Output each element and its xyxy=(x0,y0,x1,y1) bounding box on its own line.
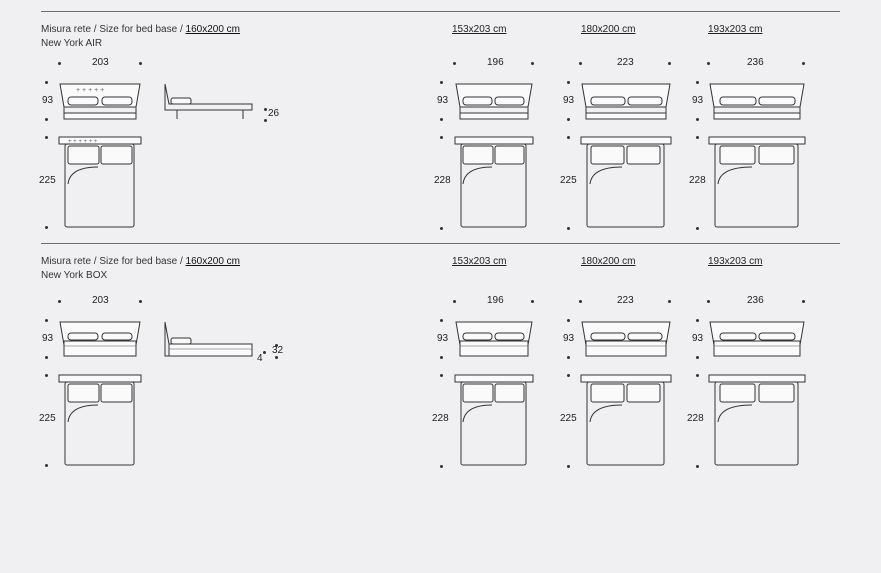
dim-marker xyxy=(45,374,48,377)
dim-marker xyxy=(453,300,456,303)
length-dimension: 225 xyxy=(39,413,56,424)
dim-marker xyxy=(696,465,699,468)
variant-size-label: 193x203 cm xyxy=(708,24,763,35)
section-divider xyxy=(41,243,840,244)
variant-size-label: 180x200 cm xyxy=(581,256,636,267)
bed-front-view xyxy=(58,318,142,360)
side-height-dimension: 32 xyxy=(272,345,284,356)
bed-top-view xyxy=(58,137,142,229)
length-dimension: 228 xyxy=(689,175,706,186)
width-dimension: 203 xyxy=(92,295,109,306)
dim-marker xyxy=(139,300,142,303)
dim-marker xyxy=(440,118,443,121)
dim-marker xyxy=(696,227,699,230)
dim-marker xyxy=(45,118,48,121)
dim-marker xyxy=(531,300,534,303)
dim-marker xyxy=(45,319,48,322)
height-dimension: 93 xyxy=(692,333,704,344)
dim-marker xyxy=(45,356,48,359)
dim-marker xyxy=(440,465,443,468)
side-small-dimension: 4 xyxy=(257,353,263,364)
width-dimension: 223 xyxy=(617,57,634,68)
bed-front-view xyxy=(708,318,806,360)
dim-marker xyxy=(567,118,570,121)
dim-marker xyxy=(139,62,142,65)
dim-marker xyxy=(264,119,267,122)
bed-side-view xyxy=(163,82,255,122)
dim-marker xyxy=(567,227,570,230)
bed-top-view xyxy=(58,375,142,467)
dim-marker xyxy=(696,136,699,139)
side-height-dimension: 26 xyxy=(268,108,280,119)
variant-size-label: 153x203 cm xyxy=(452,24,507,35)
variant-size-label: 193x203 cm xyxy=(708,256,763,267)
dim-marker xyxy=(707,300,710,303)
caption-text: Misura rete / Size for bed base / xyxy=(41,256,183,267)
dim-marker xyxy=(696,356,699,359)
bed-front-view xyxy=(454,318,534,360)
bed-top-view xyxy=(708,137,806,229)
width-dimension: 196 xyxy=(487,57,504,68)
dim-marker xyxy=(567,465,570,468)
caption-size: 160x200 cm xyxy=(185,256,240,267)
bed-top-view xyxy=(708,375,806,467)
dim-marker xyxy=(567,136,570,139)
dim-marker xyxy=(440,374,443,377)
length-dimension: 228 xyxy=(432,413,449,424)
dim-marker xyxy=(696,81,699,84)
dim-marker xyxy=(579,300,582,303)
dim-marker xyxy=(45,81,48,84)
height-dimension: 93 xyxy=(437,95,449,106)
model-name: New York AIR xyxy=(41,38,103,49)
dim-marker xyxy=(802,62,805,65)
dim-marker xyxy=(567,81,570,84)
dim-marker xyxy=(45,136,48,139)
bed-front-view xyxy=(454,80,534,122)
dim-marker xyxy=(579,62,582,65)
length-dimension: 225 xyxy=(39,175,56,186)
length-dimension: 225 xyxy=(560,175,577,186)
bed-top-view xyxy=(580,137,672,229)
section-caption xyxy=(41,256,240,268)
dim-marker xyxy=(58,62,61,65)
dim-marker xyxy=(668,62,671,65)
height-dimension: 93 xyxy=(437,333,449,344)
variant-size-label: 180x200 cm xyxy=(581,24,636,35)
caption-size: 160x200 cm xyxy=(185,24,240,35)
dim-marker xyxy=(707,62,710,65)
svg-text:+ + + + + +: + + + + + + xyxy=(68,139,98,145)
length-dimension: 228 xyxy=(434,175,451,186)
dim-marker xyxy=(275,356,278,359)
dim-marker xyxy=(567,356,570,359)
dim-marker xyxy=(263,351,266,354)
dim-marker xyxy=(696,319,699,322)
height-dimension: 93 xyxy=(42,333,54,344)
width-dimension: 203 xyxy=(92,57,109,68)
caption-text: Misura rete / Size for bed base / xyxy=(41,24,183,35)
height-dimension: 93 xyxy=(563,95,575,106)
dim-marker xyxy=(440,227,443,230)
section-divider-top xyxy=(41,11,840,12)
bed-top-view xyxy=(454,375,534,467)
dim-marker xyxy=(567,319,570,322)
dim-marker xyxy=(531,62,534,65)
dim-marker xyxy=(696,118,699,121)
bed-side-view xyxy=(163,320,255,360)
dim-marker xyxy=(440,81,443,84)
dim-marker xyxy=(668,300,671,303)
height-dimension: 93 xyxy=(563,333,575,344)
svg-text:+ + + + +: + + + + + xyxy=(76,87,105,94)
dim-marker xyxy=(58,300,61,303)
length-dimension: 228 xyxy=(687,413,704,424)
bed-front-view xyxy=(580,80,672,122)
bed-front-view xyxy=(580,318,672,360)
model-name: New York BOX xyxy=(41,270,108,281)
bed-top-view xyxy=(580,375,672,467)
bed-front-view xyxy=(708,80,806,122)
bed-top-view xyxy=(454,137,534,229)
section-caption xyxy=(41,24,240,36)
dim-marker xyxy=(453,62,456,65)
width-dimension: 236 xyxy=(747,57,764,68)
dim-marker xyxy=(440,319,443,322)
dim-marker xyxy=(440,356,443,359)
height-dimension: 93 xyxy=(692,95,704,106)
dim-marker xyxy=(264,108,267,111)
dim-marker xyxy=(802,300,805,303)
variant-size-label: 153x203 cm xyxy=(452,256,507,267)
dim-marker xyxy=(440,136,443,139)
width-dimension: 236 xyxy=(747,295,764,306)
length-dimension: 225 xyxy=(560,413,577,424)
width-dimension: 223 xyxy=(617,295,634,306)
width-dimension: 196 xyxy=(487,295,504,306)
height-dimension: 93 xyxy=(42,95,54,106)
dim-marker xyxy=(45,226,48,229)
dim-marker xyxy=(567,374,570,377)
dim-marker xyxy=(45,464,48,467)
dim-marker xyxy=(696,374,699,377)
bed-front-view xyxy=(58,80,142,122)
